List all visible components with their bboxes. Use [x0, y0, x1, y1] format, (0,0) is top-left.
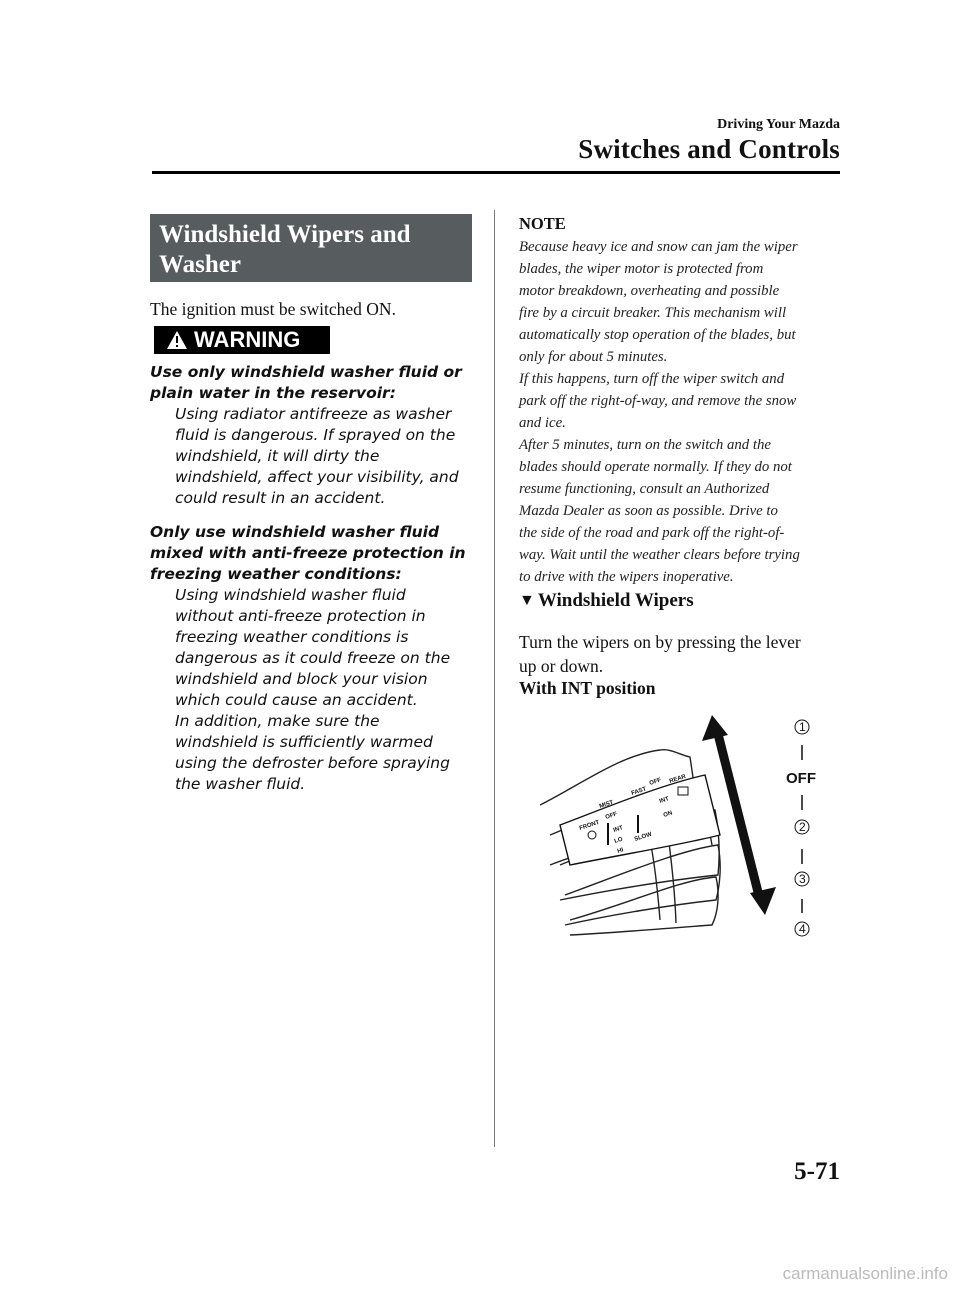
section-title-line2: Washer — [159, 251, 241, 278]
header-rule — [152, 171, 840, 174]
position-4-label: 4 — [799, 922, 806, 936]
section-title-line1: Windshield Wipers and — [159, 221, 411, 248]
lever-text-off2: OFF — [648, 777, 663, 787]
note-line: to drive with the wipers inoperative. — [519, 569, 734, 585]
lever-text-lo: LO — [613, 836, 624, 845]
warning-2-body-line: which could cause an accident. — [175, 691, 418, 709]
warning-2-body-line: using the defroster before spraying — [175, 754, 450, 772]
wiper-lever-diagram — [540, 715, 830, 950]
note-line: only for about 5 minutes. — [519, 349, 668, 365]
note-line: After 5 minutes, turn on the switch and the — [519, 437, 771, 453]
note-label: NOTE — [519, 214, 566, 233]
note-line: and ice. — [519, 415, 566, 431]
warning-1-body-line: Using radiator antifreeze as washer — [175, 405, 452, 423]
warning-1-body-line: could result in an accident. — [175, 489, 386, 507]
warning-2 — [150, 522, 480, 795]
note-line: Because heavy ice and snow can jam the wiper — [519, 239, 798, 255]
warning-2-body-line: dangerous as it could freeze on the — [175, 649, 451, 667]
page-number: 5-71 — [794, 1158, 840, 1185]
note-text — [519, 236, 843, 588]
lever-text-rear: REAR — [668, 773, 687, 785]
column-divider — [494, 210, 495, 1147]
note-line: blades, the wiper motor is protected from — [519, 261, 764, 277]
warning-label: WARNING — [194, 327, 301, 352]
intro-text: The ignition must be switched ON. — [150, 299, 396, 319]
warning-1-lead — [150, 362, 480, 404]
wipers-text — [519, 630, 839, 678]
lever-text-int2: INT — [612, 825, 624, 834]
warning-2-body-line: freezing weather conditions is — [175, 628, 409, 646]
position-3-label: 3 — [799, 872, 806, 886]
lever-text-mist: MIST — [598, 799, 615, 810]
lever-text-off: OFF — [604, 811, 619, 821]
note-line: motor breakdown, overheating and possible — [519, 283, 780, 299]
subheading-text: Windshield Wipers — [537, 590, 694, 611]
lever-stalk — [570, 877, 718, 935]
header-section: Switches and Controls — [578, 134, 840, 164]
watermark: carmanualsonline.info — [782, 1264, 948, 1283]
position-labels — [786, 720, 816, 936]
note-line: the side of the road and park off the right-of- — [519, 525, 785, 541]
warning-1-body — [150, 404, 480, 509]
note-line: fire by a circuit breaker. This mechanism will — [519, 305, 787, 321]
position-1-label: 1 — [799, 720, 806, 734]
warning-1-lead-line: plain water in the reservoir: — [150, 384, 396, 402]
warning-2-body-line: Using windshield washer fluid — [175, 586, 406, 604]
int-position-label: With INT position — [519, 678, 656, 698]
warning-2-body-line: the washer fluid. — [175, 775, 306, 793]
lever-stalk-ring — [668, 835, 676, 923]
top-lever — [560, 774, 720, 865]
warning-1-body-line: windshield, affect your visibility, and — [175, 468, 459, 486]
warning-icon — [166, 330, 188, 350]
warning-2-body — [150, 585, 480, 795]
warning-2-body-line: In addition, make sure the — [175, 712, 380, 730]
lever-text-int: INT — [658, 796, 670, 805]
lever-text-hi: HI — [616, 847, 625, 855]
header-chapter: Driving Your Mazda — [717, 117, 840, 132]
double-arrow-shaft — [717, 730, 760, 900]
warning-badge — [154, 326, 330, 354]
warning-1-lead-line: Use only windshield washer fluid or — [150, 363, 462, 381]
lever-text-slow: SLOW — [633, 831, 653, 843]
warning-2-lead-line: Only use windshield washer fluid — [150, 523, 440, 541]
triangle-down-icon: ▼ — [519, 592, 535, 609]
warning-2-body-line: windshield is sufficiently warmed — [175, 733, 433, 751]
lever-text-on: ON — [662, 810, 674, 819]
off-label: OFF — [786, 770, 816, 787]
lever-text-fast: FAST — [630, 786, 648, 797]
warning-2-body-line: windshield and block your vision — [175, 670, 428, 688]
warning-2-lead-line: freezing weather conditions: — [150, 565, 402, 583]
note-line: If this happens, turn off the wiper switch and — [519, 371, 785, 387]
note-line: automatically stop operation of the blades, but — [519, 327, 796, 343]
double-arrow-head-up — [702, 715, 728, 741]
warning-2-lead-line: mixed with anti-freeze protection in — [150, 544, 466, 562]
note-line: blades should operate normally. If they do not — [519, 459, 792, 475]
note-line: park off the right-of-way, and remove the snow — [519, 393, 797, 409]
section-title-box — [150, 214, 472, 282]
warning-2-lead — [150, 522, 480, 585]
position-2-label: 2 — [799, 820, 806, 834]
note-line: Mazda Dealer as soon as possible. Drive to — [519, 503, 778, 519]
note-line: resume functioning, consult an Authorized — [519, 481, 770, 497]
note-block — [519, 214, 843, 588]
wipers-text-line: Turn the wipers on by pressing the lever — [519, 632, 801, 652]
note-line: way. Wait until the weather clears before trying — [519, 547, 800, 563]
warning-1-body-line: windshield, it will dirty the — [175, 447, 380, 465]
wipers-text-line: up or down. — [519, 656, 604, 676]
warning-1 — [150, 362, 480, 509]
lever-text-front: FRONT — [578, 819, 601, 832]
warning-2-body-line: without anti-freeze protection in — [175, 607, 426, 625]
subheading-windshield-wipers — [519, 590, 694, 612]
warning-1-body-line: fluid is dangerous. If sprayed on the — [175, 426, 456, 444]
